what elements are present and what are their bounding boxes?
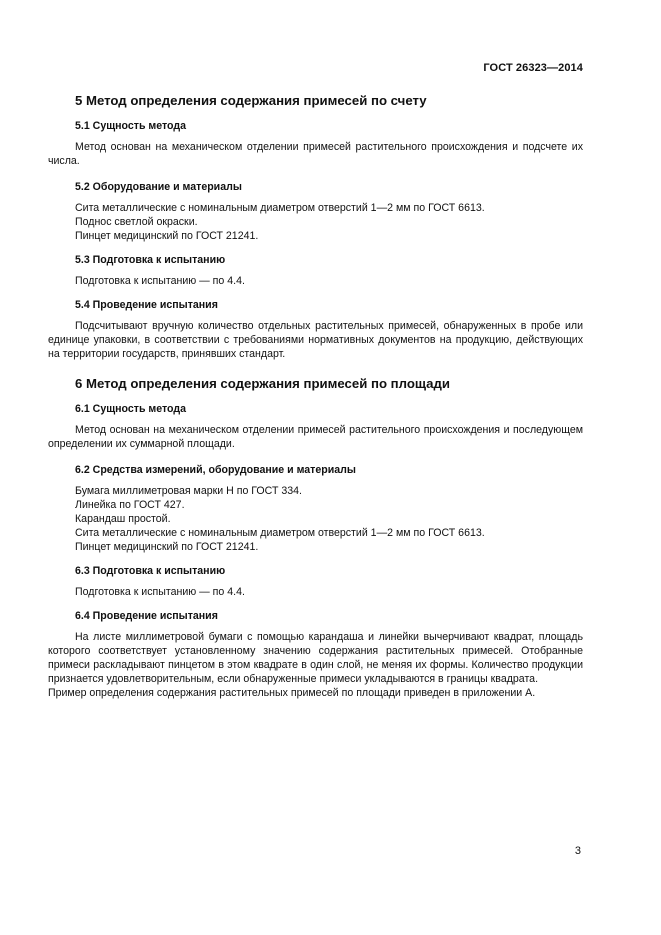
section-6-title: 6 Метод определения содержания примесей по площади xyxy=(75,376,450,391)
section-5-1-text: Метод основан на механическом отделении примесей растительного происхождения и подсчете их числа. xyxy=(48,141,583,167)
section-6-1-text: Метод основан на механическом отделении примесей растительного происхождения и последующем определении их суммарной площади. xyxy=(48,424,583,450)
section-5-3-text: Подготовка к испытанию — по 4.4. xyxy=(75,275,245,287)
section-5-3-title: 5.3 Подготовка к испытанию xyxy=(75,254,226,266)
section-6-2-item: Карандаш простой. xyxy=(75,513,171,525)
section-5-title: 5 Метод определения содержания примесей по счету xyxy=(75,93,427,108)
section-5-4-title: 5.4 Проведение испытания xyxy=(75,299,218,311)
section-5-4-text: Подсчитывают вручную количество отдельных растительных примесей, обнаруженных в пробе или единице упаковки, в соответствии с требованиями нормативных документов на продукцию, действующих на территории государств, принявших стандарт. xyxy=(48,320,583,360)
section-6-2-item: Линейка по ГОСТ 427. xyxy=(75,499,185,511)
section-6-2-item: Бумага миллиметровая марки Н по ГОСТ 334. xyxy=(75,485,302,497)
section-6-3-title: 6.3 Подготовка к испытанию xyxy=(75,565,226,577)
section-6-2-item: Пинцет медицинский по ГОСТ 21241. xyxy=(75,541,259,553)
section-5-1-title: 5.1 Сущность метода xyxy=(75,120,187,132)
section-5-2-title: 5.2 Оборудование и материалы xyxy=(75,181,242,193)
document-content xyxy=(48,92,583,700)
section-6-2-item: Сита металлические с номинальным диаметром отверстий 1—2 мм по ГОСТ 6613. xyxy=(75,527,485,539)
section-6-1-title: 6.1 Сущность метода xyxy=(75,403,187,415)
section-5-2-item: Сита металлические с номинальным диаметром отверстий 1—2 мм по ГОСТ 6613. xyxy=(75,202,485,214)
section-6-4-title: 6.4 Проведение испытания xyxy=(75,610,218,622)
section-5-2-item: Поднос светлой окраски. xyxy=(75,216,198,228)
section-6-2-title: 6.2 Средства измерений, оборудование и материалы xyxy=(75,464,356,476)
section-6-3-text: Подготовка к испытанию — по 4.4. xyxy=(75,586,245,598)
page-number: 3 xyxy=(574,845,581,857)
section-6-4-text-2: Пример определения содержания растительных примесей по площади приведен в приложении А. xyxy=(48,687,536,699)
section-5-2-item: Пинцет медицинский по ГОСТ 21241. xyxy=(75,230,259,242)
section-6-4-text: На листе миллиметровой бумаги с помощью карандаша и линейки вычерчивают квадрат, площадь которого соответствует установленному значению содержания растительных примесей. Отобранные примеси раскладывают пинцетом в этом квадрате в один слой, не меняя их формы. Количество продукции признается удовлетворительным, если обнаруженные примеси укладываются в границы квадрата. xyxy=(48,631,583,685)
document-code: ГОСТ 26323—2014 xyxy=(483,62,583,74)
